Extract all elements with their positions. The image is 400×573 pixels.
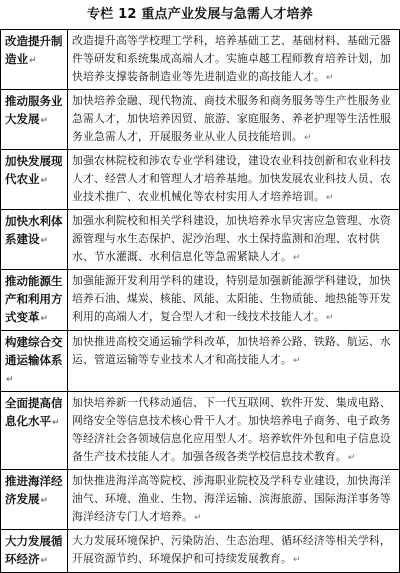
paragraph-mark-icon: ↵: [40, 116, 49, 126]
row-heading-text: 推进海洋经济发展: [5, 474, 63, 506]
policy-table: [0, 29, 400, 573]
row-heading-text: 推动能源生产和利用方式变革: [5, 274, 63, 324]
row-heading-text: 全面提高信息化水平: [5, 396, 63, 428]
paragraph-mark-icon: ↵: [292, 356, 301, 366]
row-heading-text: 改造提升制造业: [5, 34, 63, 66]
row-body: [68, 210, 400, 270]
row-heading-text: 推动服务业大发展: [5, 94, 63, 126]
paragraph-mark-icon: ↵: [292, 253, 301, 263]
row-body: [68, 331, 400, 392]
row-heading-text: 构建综合交通运输体系: [5, 335, 63, 367]
row-heading: [1, 331, 68, 392]
paragraph-mark-icon: ↵: [40, 496, 49, 506]
row-body-text: 改造提升高等学校理工学科，培养基础工艺、基础材料、基础元器件等研发和系统集成高端人才。实施卓越工程师教育培养计划，加快培养支撑装备制造业等先进制造业的高技能人才。: [72, 34, 391, 83]
row-heading-text: 加快水利体系建设: [5, 214, 63, 246]
paragraph-mark-icon: ↵: [40, 236, 49, 246]
row-body-text: 加快推进海洋高等院校、涉海职业院校及学科专业建设，加快海洋油气、环境、渔业、生物、海洋运输、滨海旅游、国际海洋事务等海洋经济专门人才培养。: [72, 474, 391, 523]
table-row: [1, 90, 400, 150]
table-row: [1, 530, 400, 573]
table-row: [1, 470, 400, 530]
row-heading: [1, 530, 68, 573]
paragraph-mark-icon: ↵: [40, 314, 49, 324]
row-heading: [1, 210, 68, 270]
row-body: [68, 270, 400, 331]
row-body: [68, 530, 400, 573]
paragraph-mark-icon: ↵: [325, 73, 334, 83]
paragraph-mark-icon: ↵: [303, 133, 312, 143]
row-body-text: 加强水利院校和相关学科建设，加快培养水旱灾害应急管理、水资源管理与水生态保护、泥沙治理、水土保持监测和治理、农村供水、节水灌溉、水利信息化等急需紧缺人才。: [72, 214, 391, 263]
paragraph-mark-icon: ↵: [40, 556, 49, 566]
paragraph-mark-icon: ↵: [193, 513, 202, 523]
paragraph-mark-icon: ↵: [292, 555, 301, 565]
row-body-text: 加强能源开发利用学科的建设，特别是加强新能源学科建设，加快培养石油、煤炭、核能、风能、太阳能、生物质能、地热能等开发利用的高端人才，复合型人才和一线技术技能人才。: [72, 274, 391, 323]
row-heading: [1, 150, 68, 210]
row-heading-text: 加快发展现代农业: [5, 154, 63, 186]
paragraph-mark-icon: ↵: [325, 193, 334, 203]
paragraph-mark-icon: ↵: [325, 313, 334, 323]
row-body-text: 大力发展环境保护、污染防治、生态治理、循环经济等相关学科，开展资源节约、环境保护和可持续发展教育。: [72, 534, 391, 565]
row-body: [68, 90, 400, 150]
row-heading-text: 大力发展循环经济: [5, 534, 63, 566]
row-heading: [1, 30, 68, 90]
paragraph-mark-icon: ↵: [347, 453, 356, 463]
table-row: [1, 392, 400, 470]
row-heading: [1, 470, 68, 530]
table-row: [1, 30, 400, 90]
row-body: [68, 392, 400, 470]
row-body-text: 加强农林院校和涉农专业学科建设，建设农业科技创新和农业科技人才、经营人才和管理人才培养基地。加快发展农业科技人员、农业技术推广、农业机械化等农村实用人才培养培训。: [72, 154, 391, 203]
table-row: [1, 270, 400, 331]
row-body: [68, 150, 400, 210]
row-body-text: 加快培养金融、现代物流、商技术服务和商务服务等生产性服务业急需人才，加快培养因贸、旅游、家庭服务、养老护理等生活性服务业急需人才，开展服务业从业人员技能培训。: [72, 94, 391, 143]
paragraph-mark-icon: ↵: [29, 56, 37, 66]
table-title: 专栏 12 重点产业发展与急需人才培养: [87, 7, 313, 22]
paragraph-mark-icon: ↵: [6, 375, 14, 385]
table-row: [1, 150, 400, 210]
paragraph-mark-icon: ↵: [40, 176, 49, 186]
row-body-text: 加快推进高校交通运输学科改革，加快培养公路、铁路、航运、水运、管道运输等专业技术人才和高技能人才。: [72, 335, 391, 366]
row-heading: [1, 270, 68, 331]
row-body: [68, 30, 400, 90]
row-heading: [1, 90, 68, 150]
table-row: [1, 210, 400, 270]
row-body-text: 加快培养新一代移动通信、下一代互联网、软件开发、集成电路、网络安全等信息技术核心骨干人才。加快培养电子商务、电子政务等经济社会各领域信息化应用型人才。培养软件外包和电子信息设备生产技术技能人才。加强各级各类学校信息技术教育。: [72, 396, 391, 463]
paragraph-mark-icon: ↵: [52, 418, 60, 428]
table-row: [1, 331, 400, 392]
row-body: [68, 470, 400, 530]
row-heading: [1, 392, 68, 470]
